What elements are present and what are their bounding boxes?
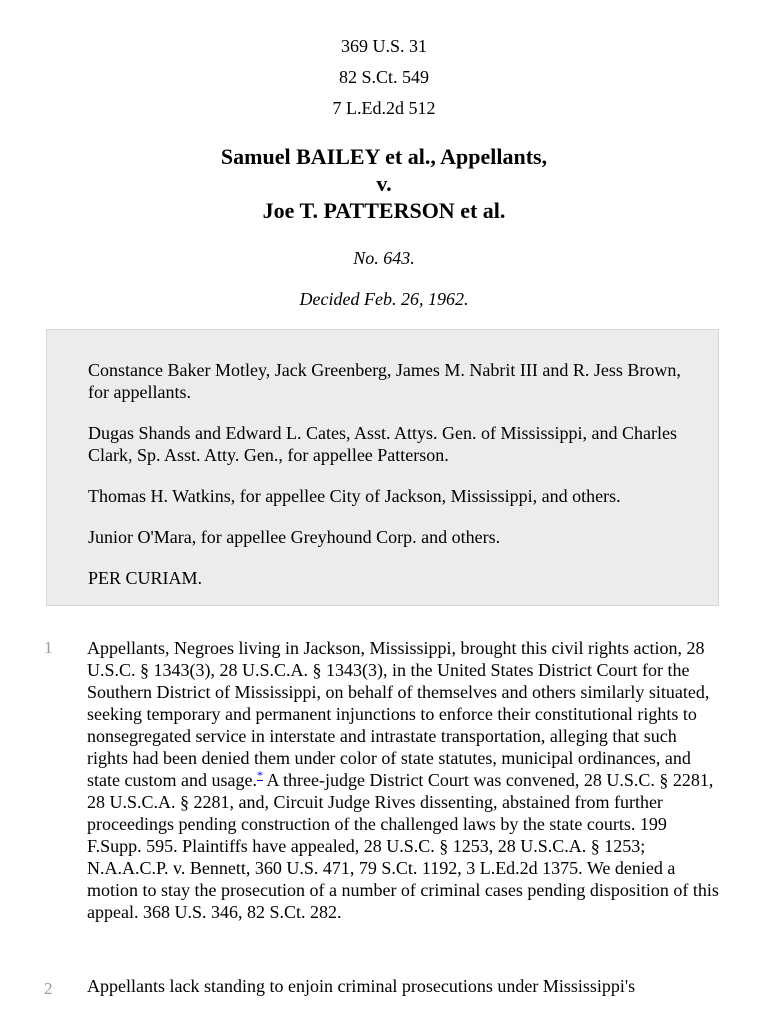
docket-number: No. 643. bbox=[353, 248, 415, 268]
caption-versus: v. bbox=[376, 171, 392, 196]
counsel-appellants: Constance Baker Motley, Jack Greenberg, James M. Nabrit III and R. Jess Brown, for appellants. bbox=[88, 360, 681, 402]
citation-supreme-court-reporter: 82 S.Ct. 549 bbox=[338, 67, 430, 87]
paragraph-number: 2 bbox=[44, 979, 53, 998]
paragraph-text bbox=[87, 637, 719, 923]
counsel-appellee-patterson: Dugas Shands and Edward L. Cates, Asst. Attys. Gen. of Mississippi, and Charles Clark, Sp. Asst. Atty. Gen., for appellee Patterson. bbox=[88, 423, 677, 465]
per-curiam: PER CURIAM. bbox=[88, 568, 203, 588]
citation-lawyers-edition: 7 L.Ed.2d 512 bbox=[332, 98, 436, 118]
paragraph-text-before: Appellants, Negroes living in Jackson, Mississippi, brought this civil rights action, 28 U.S.C. § 1343(3), 28 U.S.C.A. § 1343(3), in the United States District Court for the Southern District of Mississippi, on behalf of themselves and others similarly situated, seeking temporary and permanent injunctions to enforce their constitutional rights to nonsegregated service in interstate and intrastate transportation, alleging that such rights had been denied them under color of state statutes, municipal ordinances, and state custom and usage. bbox=[87, 638, 710, 790]
counsel-appellee-greyhound: Junior O'Mara, for appellee Greyhound Corp. and others. bbox=[88, 527, 501, 547]
citation-us-reports: 369 U.S. 31 bbox=[340, 36, 427, 56]
caption-appellees: Joe T. PATTERSON et al. bbox=[262, 198, 506, 223]
caption-appellants: Samuel BAILEY et al., Appellants, bbox=[220, 144, 548, 169]
counsel-appellee-jackson: Thomas H. Watkins, for appellee City of Jackson, Mississippi, and others. bbox=[88, 486, 621, 506]
footnote-link[interactable]: * bbox=[256, 768, 263, 782]
paragraph-text-after: A three-judge District Court was convened, 28 U.S.C. § 2281, 28 U.S.C.A. § 2281, and, Circuit Judge Rives dissenting, abstained from further proceedings pending construction of the challenged laws by the state courts. 199 F.Supp. 595. Plaintiffs have appealed, 28 U.S.C. § 1253, 28 U.S.C.A. § 1253; N.A.A.C.P. v. Bennett, 360 U.S. 471, 79 S.Ct. 1192, 3 L.Ed.2d 1375. We denied a motion to stay the prosecution of a number of criminal cases pending disposition of this appeal. 368 U.S. 346, 82 S.Ct. 282. bbox=[87, 770, 719, 922]
counsel-box bbox=[46, 329, 719, 606]
paragraph-number: 1 bbox=[44, 638, 53, 657]
paragraph-text: Appellants lack standing to enjoin criminal prosecutions under Mississippi's bbox=[87, 976, 636, 996]
decision-date: Decided Feb. 26, 1962. bbox=[299, 289, 469, 309]
